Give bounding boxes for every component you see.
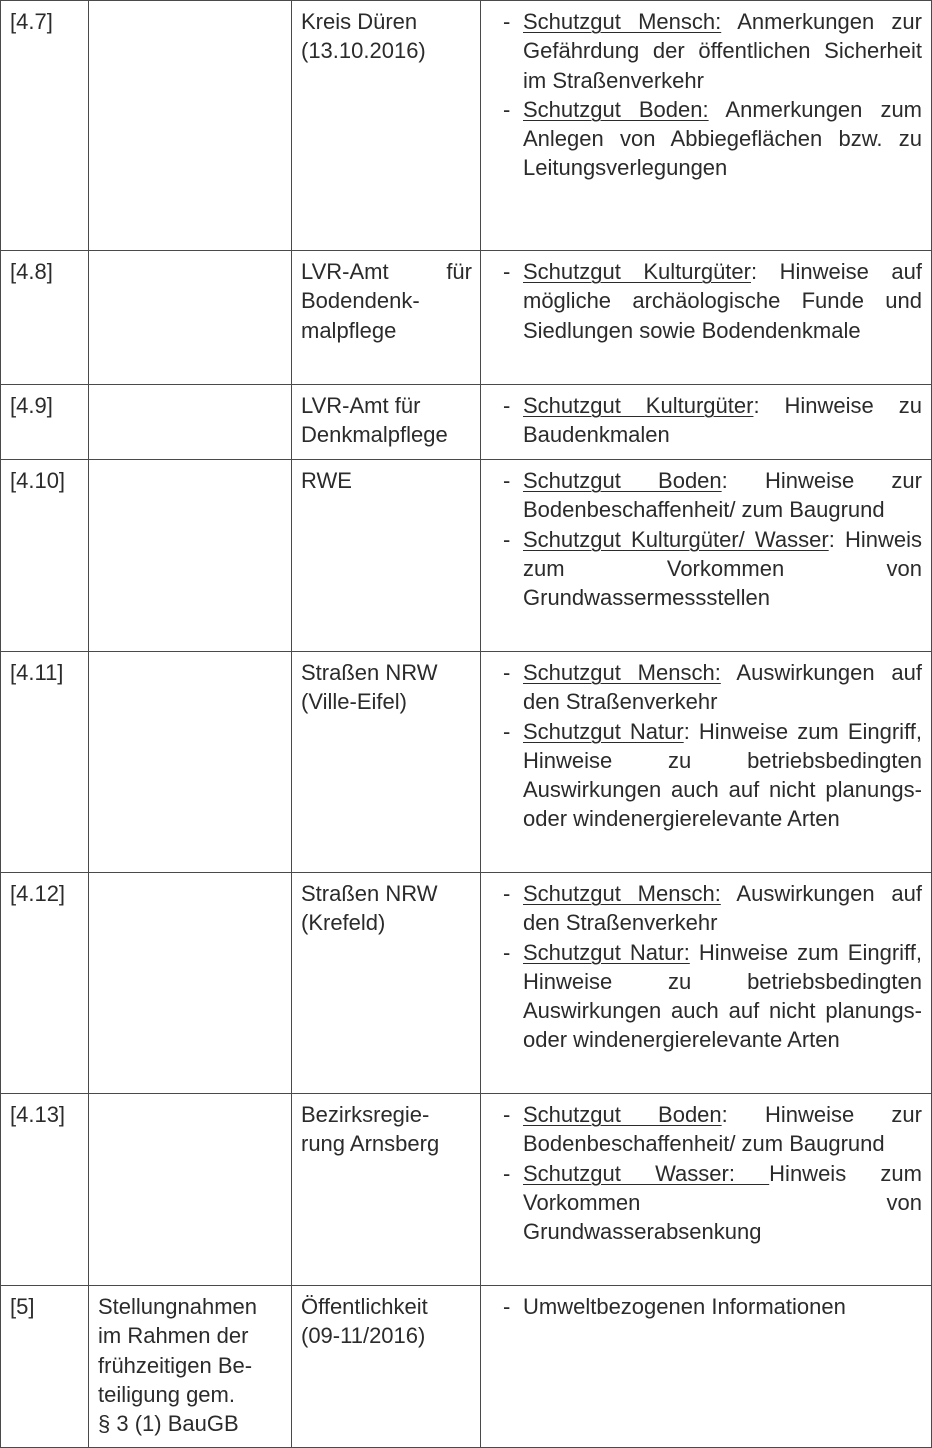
authority-line: LVR-Amt für Bodendenk- <box>301 259 472 314</box>
table-row <box>1 1094 932 1286</box>
authority-cell <box>292 1 481 251</box>
note-item <box>503 525 923 613</box>
row-id-cell <box>1 652 89 873</box>
table-row <box>1 1286 932 1448</box>
dash-bullet: - <box>503 939 511 965</box>
dash-bullet: - <box>503 393 511 418</box>
row-id: [5] <box>10 1294 35 1319</box>
authority-line: Straßen NRW <box>301 881 438 906</box>
dash-bullet: - <box>503 881 511 906</box>
row-id: [4.12] <box>10 881 66 906</box>
row-id: [4.11] <box>10 660 64 685</box>
note-item <box>503 466 922 525</box>
protected-asset-label: Schutzgut Kulturgüter <box>523 393 754 418</box>
authority-line: rung Arnsberg <box>301 1131 440 1157</box>
protected-asset-label: Schutzgut Boden <box>523 468 722 493</box>
notes-cell <box>481 1286 932 1448</box>
procedure-stage-cell <box>89 460 292 652</box>
procedure-stage-cell <box>89 1 292 251</box>
note-item <box>503 7 922 95</box>
protected-asset-label: Schutzgut Kulturgüter <box>523 259 751 284</box>
notes-cell <box>481 652 932 873</box>
procedure-stage-cell <box>89 652 292 873</box>
row-id: [4.9] <box>10 393 53 418</box>
authority-cell <box>292 385 481 460</box>
authority-line: LVR-Amt für <box>301 393 421 418</box>
note-item <box>503 1159 922 1247</box>
row-id-cell <box>1 385 89 460</box>
protected-asset-label: Schutzgut Kulturgüter/ Wasser <box>523 526 829 552</box>
row-id-cell <box>1 1286 89 1448</box>
note-text: Auswirkungen auf den Straßenverkehr <box>523 660 922 715</box>
authority-line: (Krefeld) <box>301 910 386 936</box>
note-item <box>503 257 922 345</box>
authority-cell <box>292 1286 481 1448</box>
authority-line: malpflege <box>301 317 397 343</box>
authority-line: RWE <box>301 468 352 493</box>
note-item <box>503 391 922 450</box>
note-text: : Hinweise zur Bodenbeschaffenheit/ zum Baugrund <box>523 468 922 523</box>
note-text: Anmerkungen zur Gefährdung der öffentlichen Sicherheit im Straßenverkehr <box>523 9 922 93</box>
note-item <box>503 938 922 1055</box>
dash-bullet: - <box>503 718 511 744</box>
protected-asset-label: Schutzgut Mensch: <box>523 9 722 34</box>
authority-cell <box>292 873 481 1094</box>
dash-bullet: - <box>503 526 511 552</box>
statements-table-body <box>1 1 932 1448</box>
protected-asset-label: Schutzgut Wasser: <box>523 1160 770 1186</box>
protected-asset-label: Schutzgut Natur <box>523 718 684 744</box>
note-item <box>503 658 922 717</box>
notes-cell <box>481 1 932 251</box>
authority-line: Denkmalpflege <box>301 422 448 448</box>
row-id-cell <box>1 873 89 1094</box>
note-text: Umweltbezogenen Informationen <box>523 1294 846 1319</box>
procedure-stage-line: Stellungnahmen <box>98 1294 258 1319</box>
authority-line: Bezirksregie- <box>301 1102 430 1127</box>
authority-line: Kreis Düren <box>301 9 418 34</box>
procedure-stage-cell <box>89 1094 292 1286</box>
note-text: : Hinweise zur Bodenbeschaffenheit/ zum Baugrund <box>523 1102 922 1157</box>
authority-cell <box>292 652 481 873</box>
table-row <box>1 460 932 652</box>
table-row <box>1 1 932 251</box>
authority-line: (09-11/2016) <box>301 1323 426 1349</box>
procedure-stage-line: frühzeitigen Be- <box>98 1352 253 1378</box>
authority-line: Öffentlichkeit <box>301 1294 428 1319</box>
note-text: : Hinweis zum Vorkommen von Grundwassermessstellen <box>523 526 923 611</box>
table-row <box>1 385 932 460</box>
protected-asset-label: Schutzgut Boden: <box>523 96 709 122</box>
note-text: Anmerkungen zum Anlegen von Abbiegeflächen bzw. zu Leitungsverlegungen <box>523 96 922 181</box>
row-id-cell <box>1 251 89 385</box>
dash-bullet: - <box>503 9 511 34</box>
procedure-stage-cell <box>89 1286 292 1448</box>
procedure-stage-line: § 3 (1) BauGB <box>98 1411 239 1437</box>
notes-cell <box>481 460 932 652</box>
row-id: [4.8] <box>10 259 53 284</box>
table-row <box>1 251 932 385</box>
procedure-stage-cell <box>89 251 292 385</box>
notes-cell <box>481 873 932 1094</box>
authority-line: (13.10.2016) <box>301 38 426 64</box>
note-item <box>503 717 923 834</box>
procedure-stage-line: im Rahmen der <box>98 1323 249 1349</box>
protected-asset-label: Schutzgut Natur: <box>523 939 690 965</box>
authority-cell <box>292 1094 481 1286</box>
note-text: Hinweis zum Vorkommen von Grundwasserabsenkung <box>523 1160 922 1245</box>
dash-bullet: - <box>503 1160 511 1186</box>
notes-cell <box>481 251 932 385</box>
dash-bullet: - <box>503 1294 511 1319</box>
authority-line: (Ville-Eifel) <box>301 689 407 715</box>
protected-asset-label: Schutzgut Mensch: <box>523 881 721 906</box>
table-row <box>1 873 932 1094</box>
authority-cell <box>292 251 481 385</box>
authority-line: Straßen NRW <box>301 660 438 685</box>
procedure-stage-cell <box>89 873 292 1094</box>
note-text: : Hinweise zu Baudenkmalen <box>523 393 922 448</box>
authority-cell <box>292 460 481 652</box>
dash-bullet: - <box>503 96 511 122</box>
note-text: Auswirkungen auf den Straßenverkehr <box>523 881 922 936</box>
note-text: Hinweise zum Eingriff, Hinweise zu betriebsbedingten Auswirkungen auch auf nicht planungs- oder windenergierelevante Arten <box>523 939 922 1053</box>
table-row <box>1 652 932 873</box>
row-id: [4.13] <box>10 1102 66 1127</box>
row-id-cell <box>1 1094 89 1286</box>
protected-asset-label: Schutzgut Boden <box>523 1102 722 1127</box>
note-item <box>503 1292 922 1321</box>
row-id-cell <box>1 460 89 652</box>
procedure-stage-cell <box>89 385 292 460</box>
row-id: [4.10] <box>10 468 66 493</box>
row-id: [4.7] <box>10 9 53 34</box>
note-item <box>503 1100 922 1159</box>
dash-bullet: - <box>503 468 511 493</box>
note-text: : Hinweise auf mögliche archäologische Funde und Siedlungen sowie Bodendenkmale <box>523 259 922 343</box>
dash-bullet: - <box>503 660 511 685</box>
note-item <box>503 879 922 938</box>
note-text: : Hinweise zum Eingriff, Hinweise zu betriebsbedingten Auswirkungen auch auf nicht planungs- oder windenergierelevante Arten <box>523 718 923 832</box>
notes-cell <box>481 1094 932 1286</box>
note-item <box>503 95 922 183</box>
procedure-stage-line: teiligung gem. <box>98 1381 235 1407</box>
dash-bullet: - <box>503 1102 511 1127</box>
row-id-cell <box>1 1 89 251</box>
protected-asset-label: Schutzgut Mensch: <box>523 660 721 685</box>
notes-cell <box>481 385 932 460</box>
dash-bullet: - <box>503 259 511 284</box>
